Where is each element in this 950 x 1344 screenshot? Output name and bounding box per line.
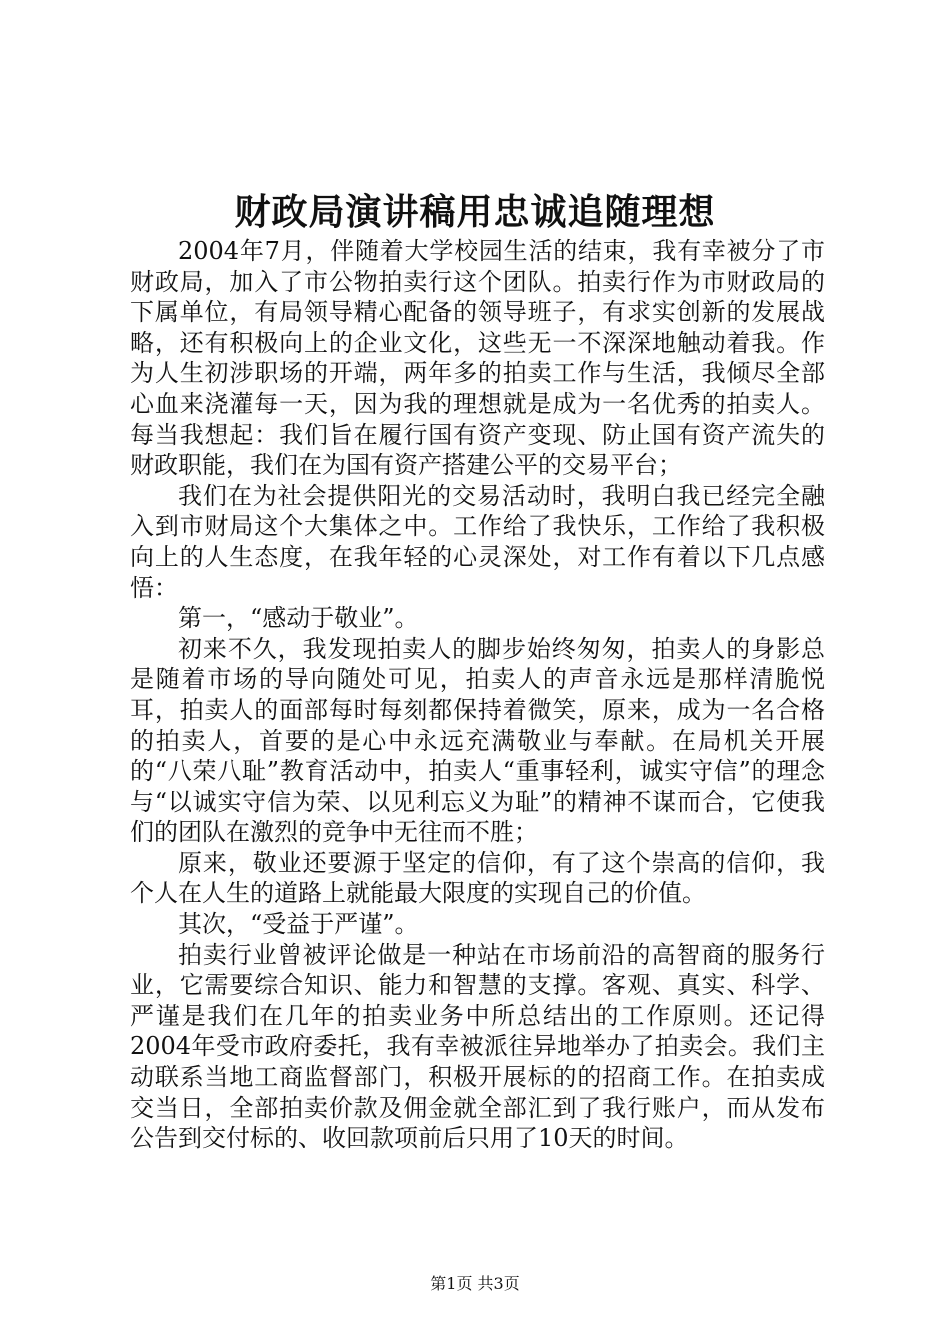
document-body [130, 236, 825, 1154]
paragraph: 初来不久，我发现拍卖人的脚步始终匆匆，拍卖人的身影总是随着市场的导向随处可见，拍卖人的声音永远是那样清脆悦耳，拍卖人的面部每时每刻都保持着微笑，原来，成为一名合格的拍卖人，首要的是心中永远充满敬业与奉献。在局机关开展的“八荣八耻”教育活动中，拍卖人“重事轻利，诚实守信”的理念与“以诚实守信为荣、以见利忘义为耻”的精神不谋而合，它使我们的团队在激烈的竞争中无往而不胜； [130, 634, 825, 847]
paragraph: 我们在为社会提供阳光的交易活动时，我明白我已经完全融入到市财局这个大集体之中。工作给了我快乐，工作给了我积极向上的人生态度，在我年轻的心灵深处，对工作有着以下几点感悟： [130, 481, 825, 602]
section-heading: 第一，“感动于敬业”。 [178, 604, 419, 633]
document-title: 财政局演讲稿用忠诚追随理想 [234, 191, 716, 233]
section-heading: 其次，“受益于严谨”。 [178, 910, 419, 939]
paragraph: 原来，敬业还要源于坚定的信仰，有了这个崇高的信仰，我个人在人生的道路上就能最大限度的实现自己的价值。 [130, 848, 825, 908]
page-footer: 第1页 共3页 [430, 1274, 520, 1293]
paragraph: 拍卖行业曾被评论做是一种站在市场前沿的高智商的服务行业，它需要综合知识、能力和智慧的支撑。客观、真实、科学、严谨是我们在几年的拍卖业务中所总结出的工作原则。还记得2004年受市政府委托，我有幸被派往异地举办了拍卖会。我们主动联系当地工商监督部门，积极开展标的的招商工作。在拍卖成交当日，全部拍卖价款及佣金就全部汇到了我行账户，而从发布公告到交付标的、收回款项前后只用了10天的时间。 [130, 940, 825, 1153]
paragraph: 2004年7月，伴随着大学校园生活的结束，我有幸被分了市财政局，加入了市公物拍卖行这个团队。拍卖行作为市财政局的下属单位，有局领导精心配备的领导班子，有求实创新的发展战略，还有积极向上的企业文化，这些无一不深深地触动着我。作为人生初涉职场的开端，两年多的拍卖工作与生活，我倾尽全部心血来浇灌每一天，因为我的理想就是成为一名优秀的拍卖人。每当我想起：我们旨在履行国有资产变现、防止国有资产流失的财政职能，我们在为国有资产搭建公平的交易平台； [130, 237, 825, 480]
